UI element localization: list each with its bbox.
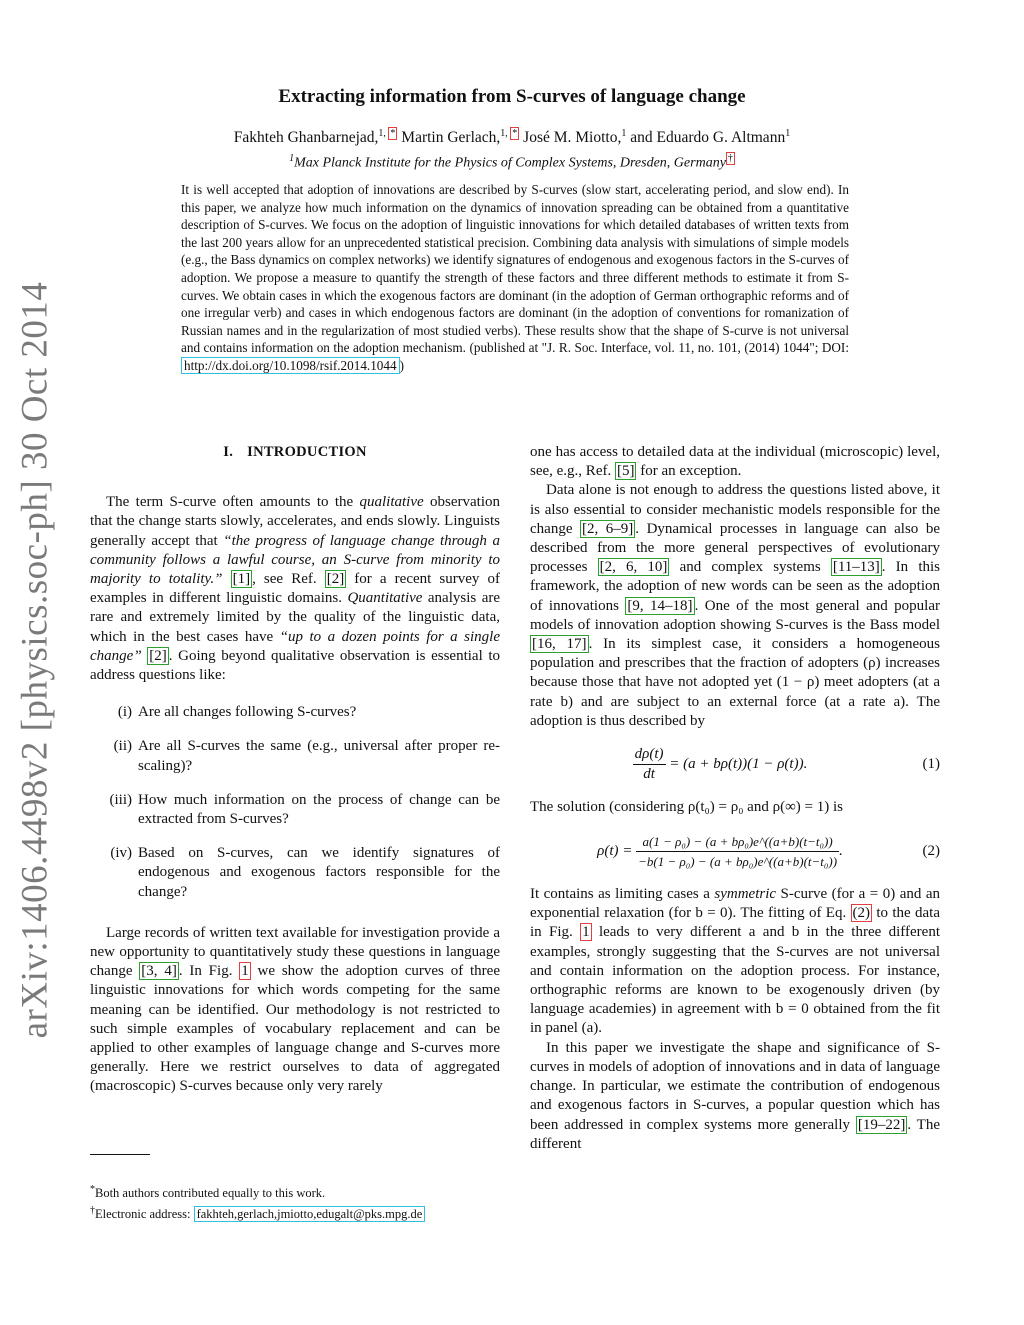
list-item-text: Are all changes following S-curves? [138,704,357,721]
list-item [90,791,500,829]
citation-link[interactable]: [9, 14–18] [627,597,693,614]
text-run: and complex systems [669,559,831,576]
citation-link[interactable]: [11–13] [832,559,880,576]
text-run: . In this framework, the adoption of new words can be seen as the adoption of innovations [530,559,940,614]
fraction-numerator: a(1 − ρ₀) − (a + bρ₀)e^((a+b)(t−t₀)) [636,832,839,852]
text-run: leads to very different a and b in the three different examples, strongly suggesting that the S-curves are not universal and contain information on the adoption process. For instance, orthographic reforms are known to be exogenously driven (by language academies) in agreement with b = 0 obtained from the fit in panel (a). [530,924,940,1037]
footnote-divider [90,1154,150,1155]
text-run: observation that the change starts slowly, accelerates, and ends slowly. Linguists generally accept that [90,494,500,549]
list-item-text: Are all S-curves the same (e.g., universal after proper re-scaling)? [138,738,500,774]
solution-intro: The solution (considering ρ(t₀) = ρ₀ and ρ(∞) = 1) is [530,799,843,816]
footnotes [90,1181,510,1223]
text-run: analysis are rare and extremely limited by the quality of the linguistic data, which in the best cases have [90,590,501,645]
text-run: to the data in Fig. [530,905,940,941]
text-run: In this paper we investigate the shape and significance of S-curves in models of adoption of innovations and in data of language change. In particular, we estimate the contribution of endogenous and exogenous factors in S-curves, a popular question which has been addressed in complex systems more generally [530,1039,940,1133]
arxiv-id-text: arXiv:1406.4498v2 [physics.soc-ph] 30 Oct 2014 [14,281,56,1039]
abstract-tail: ) [399,357,404,373]
equation-1 [530,745,940,784]
footnote-text: Electronic address: [95,1207,194,1222]
author-list [0,128,1024,147]
author-affil-sup: 1 [621,128,627,139]
text-run: for a recent survey of examples in different linguistic domains. [90,571,500,607]
author-affil-sup: 1 [785,128,791,139]
right-column [530,443,940,1154]
arxiv-identifier-stamp [0,0,70,1325]
paper-title: Extracting information from S-curves of language change [278,86,746,107]
list-item-number: (iv) [110,845,132,862]
text-run: . Going beyond qualitative observation is essential to address questions like: [90,647,501,684]
fraction [636,832,839,871]
intro-paragraph-4 [530,481,940,731]
text-run: . In its simplest case, it considers a homogeneous population and prescribes that the fraction of adopters (ρ) increases because those that have not adopted yet (1 − ρ) meet adopters (at a rate b) and are subject to an external force (at a rate a). The adoption is thus described by [530,636,940,729]
quote: “up to a dozen points for a single change” [90,628,500,664]
citation-link[interactable]: [2, 6, 10] [599,559,668,576]
equation-link[interactable]: (2) [852,905,871,922]
emphasis: symmetric [714,886,777,903]
footnote-link-star[interactable]: * [390,128,396,139]
text-run: Large records of written text available for investigation provide a new opportunity to quantitatively study these questions in language change [90,924,500,980]
emphasis: qualitative [359,494,424,511]
equation-number: (2) [922,842,940,859]
citation-link[interactable]: [2, 6–9] [582,520,634,537]
citation-link[interactable]: [16, 17] [532,636,587,653]
left-column [90,443,500,1097]
emphasis: Quantitative [347,590,423,607]
text-run: . In Fig. [178,963,240,980]
intro-paragraph-5 [530,885,940,1039]
intro-paragraph-2 [90,924,500,1097]
section-heading [90,443,500,462]
text-run: . One of the most general and popular models of innovation adoption showing S-curves is the Bass model [530,597,940,633]
abstract [181,181,849,375]
author-name: and Eduardo G. Altmann [630,129,786,147]
citation-link[interactable]: [19–22] [857,1116,906,1133]
fraction-denominator: dt [643,766,655,783]
figure-link[interactable]: 1 [582,924,590,941]
author-name: José M. Miotto, [523,129,622,147]
author-affil-sup: 1, [378,128,389,139]
text-run: . Dynamical processes in language can also be described from the more general perspectives of evolutionary processes [530,520,940,576]
list-item-text: How much information on the process of change can be extracted from S-curves? [138,791,500,828]
citation-link[interactable]: [1] [232,571,251,588]
footnote-1 [90,1181,510,1202]
text-run: . The different [530,1116,940,1152]
footnote-mark: * [90,1184,95,1195]
equation-body [530,745,910,784]
equation-body [530,832,910,871]
text-run: It contains as limiting cases a [530,886,715,903]
list-item-text: Based on S-curves, can we identify signatures of endogenous and exogenous factors responsible for the change? [138,845,500,900]
footnote-mark: † [90,1205,95,1217]
citation-link[interactable]: [2] [326,571,345,588]
fraction-numerator: dρ(t) [633,745,666,765]
list-item-number: (iii) [109,791,132,808]
affiliation [0,153,1024,172]
citation-link[interactable]: [2] [149,647,167,664]
affiliation-sup: 1 [289,153,295,164]
author-name: Fakhteh Ghanbarnejad, [233,129,379,147]
list-item [90,844,500,902]
equation-2 [530,832,940,871]
equation-number: (1) [922,756,940,773]
list-item [90,703,500,722]
fraction [633,745,666,784]
author-affil-sup: 1, [500,128,511,139]
list-item-number: (ii) [113,738,132,755]
footnote-2 [90,1202,510,1223]
intro-paragraph-3 [530,443,940,481]
citation-link[interactable]: [3, 4] [141,963,177,980]
author-name: Martin Gerlach, [401,129,501,147]
section-title: INTRODUCTION [247,444,367,460]
text-run: for an exception. [636,463,742,480]
list-item [90,737,500,775]
text-run: Data alone is not enough to address the questions listed above, it is also essential to consider mechanistic models responsible for the change [530,482,940,537]
section-number: I. [223,444,234,460]
equation-tail: . [839,842,843,859]
abstract-text: It is well accepted that adoption of innovations are described by S-curves (slow start, accelerating period, and slow end). In this paper, we analyze how much information on the dynamics of innovation spreading can be obtained from a quantitative description of S-curves. We focus on the adoption of linguistic innovations for which detailed databases of written texts from the last 200 years allow for an unprecedented statistical precision. Combining data analysis with simulations of simple models (e.g., the Bass dynamics on complex networks) we identify signatures of endogenous and exogenous factors in the S-curves of adoption. We propose a measure to quantify the strength of these factors and three different methods to estimate it from S-curves. We obtain cases in which the exogenous factors are dominant (in the adoption of German orthographic reforms and of one irregular verb) and cases in which endogenous factors are dominant (in the adoption of conventions for romanization of Russian names and in the regularization of most studied verbs). These results show that the shape of S-curve is not universal and contains information on the adoption mechanism. (published at "J. R. Soc. Interface, vol. 11, no. 101, (2014) 1044"; DOI: [181,182,849,356]
email-link[interactable]: fakhteh,gerlach,jmiotto,edugalt@pks.mpg.de [194,1206,426,1222]
text-run: one has access to detailed data at the individual (microscopic) level, see, e.g., Ref. [530,444,940,480]
quote: “the progress of language change through a community follows a lawful course, an S-curve from minority to majority to totality.” [90,532,500,588]
list-item-number: (i) [117,704,132,721]
question-list [90,703,500,902]
intro-paragraph-6 [530,1039,940,1154]
affiliation-text: Max Planck Institute for the Physics of Complex Systems, Dresden, Germany [294,155,726,171]
citation-link[interactable]: [5] [616,463,635,480]
text-run: , see Ref. [252,571,325,588]
footnote-link-star[interactable]: * [512,128,518,139]
doi-link[interactable]: http://dx.doi.org/10.1098/rsif.2014.1044 [181,357,400,374]
footnote-text: Both authors contributed equally to this work. [95,1186,326,1201]
intro-paragraph-1 [90,493,500,685]
text-run: S-curve (for a = 0) and an exponential relaxation (for b = 0). The fitting of Eq. [530,886,940,922]
fraction-denominator: −b(1 − ρ₀) − (a + bρ₀)e^((a+b)(t−t₀)) [638,853,838,869]
text-run [222,571,230,587]
text-run: we show the adoption curves of three linguistic innovations for which words competing for the same meaning can be identified. Our methodology is not restricted to such simple examples of vocabulary replacement and can be applied to other examples of language change and S-curves more generally. Here we restrict ourselves to data of aggregated (macroscopic) S-curves because only very rarely [90,963,500,1095]
equation-rhs: = (a + bρ(t))(1 − ρ(t)). [665,756,808,773]
footnote-link-dagger[interactable]: † [727,153,733,164]
figure-link[interactable]: 1 [241,963,249,980]
text-run: The term S-curve often amounts to the [106,494,360,511]
equation-lhs: ρ(t) = [597,842,637,859]
